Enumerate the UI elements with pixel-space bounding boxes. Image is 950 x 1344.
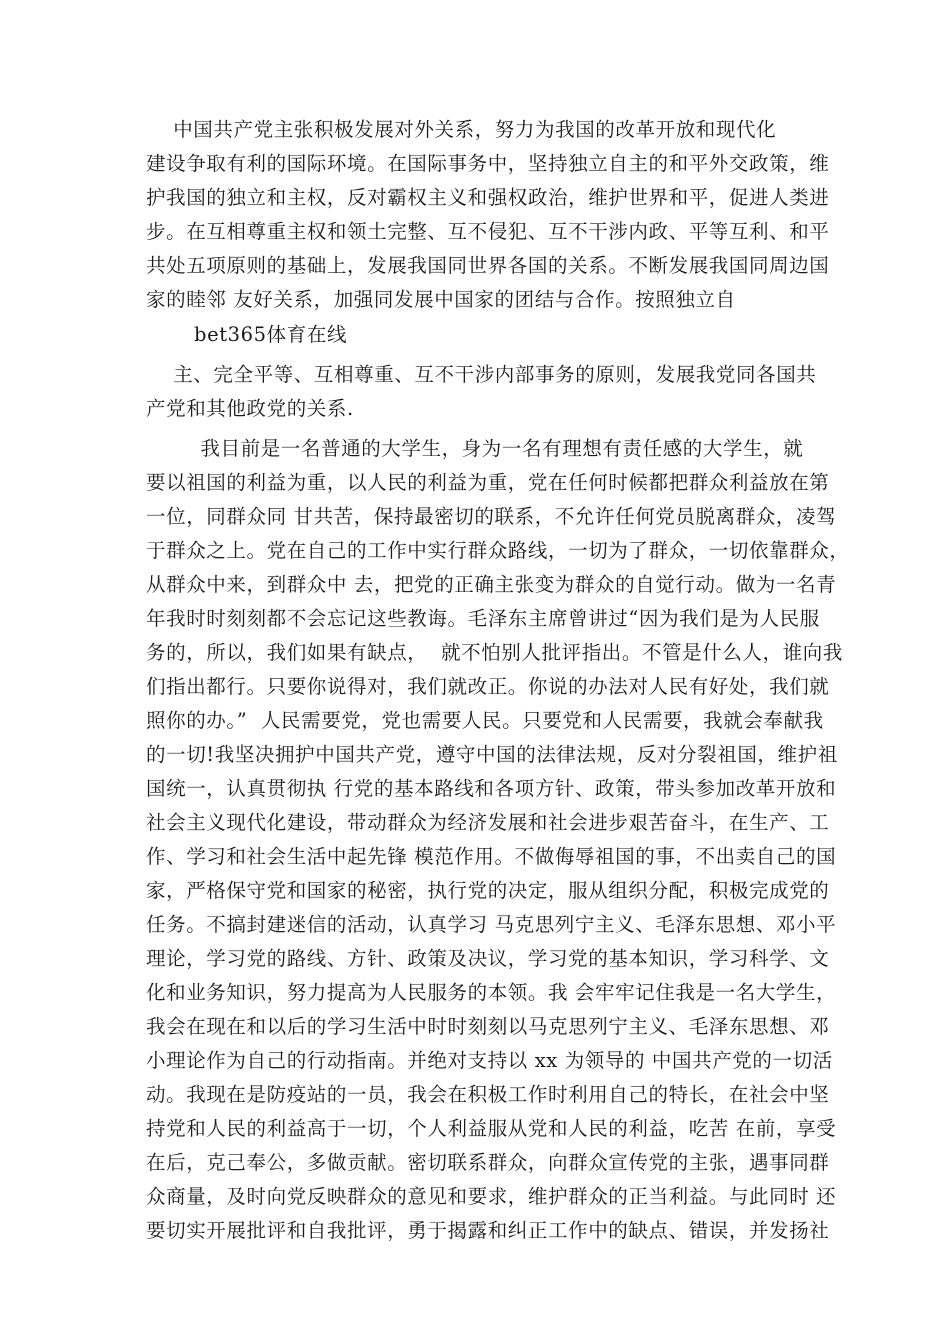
text-line: 护我国的独立和主权，反对霸权主义和强权政治，维护世界和平，促进人类进 [146, 186, 830, 209]
text-line: 一位，同群众同 甘共苦，保持最密切的联系，不允许任何党员脱离群众，凌驾 [146, 505, 837, 528]
text-line: 任务。不搞封建迷信的活动，认真学习 马克思列宁主义、毛泽东思想、邓小平 [146, 913, 837, 936]
text-line: 国统一，认真贯彻执 行党的基本路线和各项方针、政策，带头参加改革开放和 [146, 777, 837, 800]
text-line: 中国共产党主张积极发展对外关系，努力为我国的改革开放和现代化 [146, 118, 777, 141]
text-line: 照你的办。” 人民需要党，党也需要人民。只要党和人民需要，我就会奉献我 [146, 709, 824, 732]
text-line: 从群众中来，到群众中 去，把党的正确主张变为群众的自觉行动。做为一名青 [146, 573, 837, 596]
text-line: 持党和人民的利益高于一切，个人利益服从党和人民的利益，吃苦 在前，享受 [146, 1117, 837, 1140]
text-line: 我目前是一名普通的大学生，身为一名有理想有责任感的大学生，就 [146, 437, 804, 460]
text-line: 年我时时刻刻都不会忘记这些教诲。毛泽东主席曾讲过“因为我们是为人民服 [146, 607, 820, 630]
text-line: 众商量，及时向党反映群众的意见和要求，维护群众的正当利益。与此同时 还 [146, 1185, 837, 1208]
text-line: 主、完全平等、互相尊重、互不干涉内部事务的原则，发展我党同各国共 [146, 363, 817, 386]
text-line: 小理论作为自己的行动指南。并绝对支持以 xx 为领导的 中国共产党的一切活 [146, 1049, 833, 1072]
text-line: 动。我现在是防疫站的一员，我会在积极工作时利用自己的特长，在社会中坚 [146, 1083, 830, 1106]
text-line: 我会在现在和以后的学习生活中时时刻刻以马克思列宁主义、毛泽东思想、邓 [146, 1015, 830, 1038]
text-line: 步。在互相尊重主权和领土完整、互不侵犯、互不干涉内政、平等互利、和平 [146, 220, 830, 243]
text-line: 社会主义现代化建设，带动群众为经济发展和社会进步艰苦奋斗，在生产、工 [146, 811, 830, 834]
text-line: 的一切!我坚决拥护中国共产党，遵守中国的法律法规，反对分裂祖国，维护祖 [146, 743, 838, 766]
text-line: 们指出都行。只要你说得对，我们就改正。你说的办法对人民有好处，我们就 [146, 675, 830, 698]
text-line: 共处五项原则的基础上，发展我国同世界各国的关系。不断发展我国同周边国 [146, 254, 830, 277]
text-line: 化和业务知识，努力提高为人民服务的本领。我 会牢牢记住我是一名大学生， [146, 981, 837, 1004]
text-line: 务的，所以，我们如果有缺点， 就不怕别人批评指出。不管是什么人，谁向我 [146, 641, 843, 664]
text-line: 作、学习和社会生活中起先锋 模范作用。不做侮辱祖国的事，不出卖自己的国 [146, 845, 837, 868]
text-line: 于群众之上。党在自己的工作中实行群众路线，一切为了群众，一切依靠群众， [146, 539, 850, 562]
interrupt-text: bet365体育在线 [194, 323, 348, 346]
text-line: 理论，学习党的路线、方针、政策及决议，学习党的基本知识，学习科学、文 [146, 947, 830, 970]
text-line: 家，严格保守党和国家的秘密，执行党的决定，服从组织分配，积极完成党的 [146, 879, 830, 902]
text-line: 要以祖国的利益为重，以人民的利益为重，党在任何时候都把群众利益放在第 [146, 471, 830, 494]
text-line: 家的睦邻 友好关系，加强同发展中国家的团结与合作。按照独立自 [146, 288, 736, 311]
text-line: 要切实开展批评和自我批评，勇于揭露和纠正工作中的缺点、错误，并发扬社 [146, 1219, 830, 1242]
text-line: 在后，克己奉公，多做贡献。密切联系群众，向群众宣传党的主张，遇事同群 [146, 1151, 830, 1174]
text-line: 产党和其他政党的关系. [146, 397, 354, 420]
text-line: 建设争取有利的国际环境。在国际事务中，坚持独立自主的和平外交政策，维 [146, 152, 830, 175]
